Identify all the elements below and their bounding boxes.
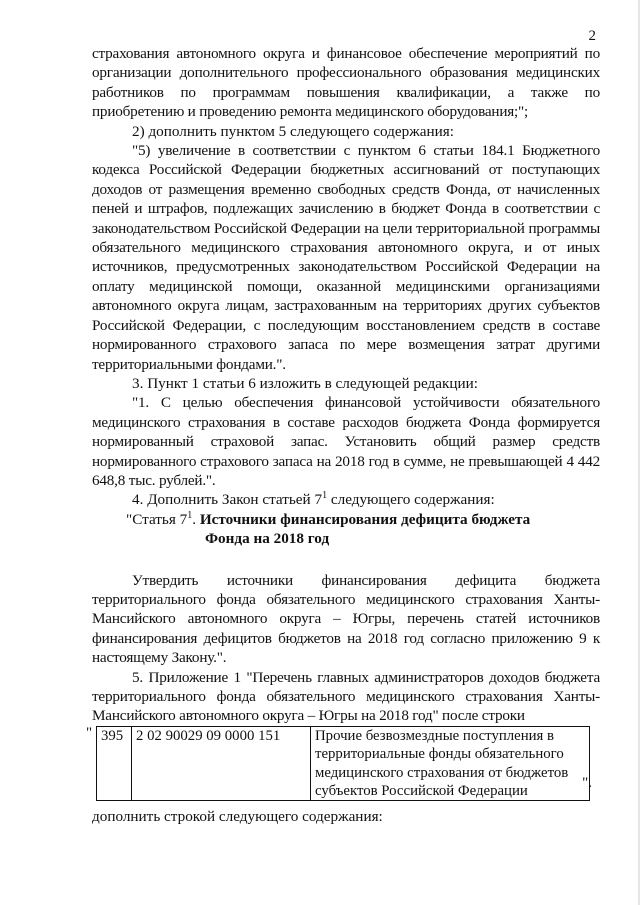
article-title-line-2: Фонда на 2018 год [205,530,330,548]
page-number: 2 [588,28,596,44]
revenue-table-block [86,724,600,802]
paragraph-2: 2) дополнить пунктом 5 следующего содержания: [132,122,454,140]
article-heading-prefix: "Статья 7 [126,510,188,528]
revenue-table [96,726,590,802]
spacer [92,549,600,571]
article-heading-suffix: . [192,510,200,528]
paragraph-3: "5) увеличение в соответствии с пунктом 6 статьи 184.1 Бюджетного кодекса Российской Федерации бюджетных ассигнований от поступающих доходов от размещения временно свободных средств Фонда, от начисленных пеней и штрафов, подлежащих зачислению в бюджет Фонда в соответствии с законодательством Российской Федерации на цели территориальной программы обязательного медицинского страхования автономного округа, и от иных источников, предусмотренных законодательством Российской Федерации на оплату медицинской помощи, оказанной медицинскими организациями автономного округа лицам, застрахованным на территориях других субъектов Российской Федерации, с последующим восстановлением средств в составе нормированного страхового запаса по мере возмещения затрат другими территориальными фондами.". [92,142,600,373]
paragraph-8: Утвердить источники финансирования дефицита бюджета территориального фонда обязательного медицинского страхования Ханты-Мансийского автономного округа – Югры, перечень статей источников финансирования дефицитов бюджетов на 2018 год согласно приложению 9 к настоящему Закону.". [92,571,600,667]
admin-code-cell: 395 [97,726,132,801]
table-open-quote: " [86,724,93,741]
paragraph-6-text: 4. Дополнить Закон статьей 7 [132,491,323,509]
paragraph-10: дополнить строкой следующего содержания: [92,808,383,826]
article-title-line-1: Источники финансирования дефицита бюджета [199,510,531,528]
table-row [97,726,590,801]
paragraph-5: "1. С целью обеспечения финансовой устойчивости обязательного медицинского страхования в составе расходов бюджета Фонда формируется нормированный страховой запас. Установить общий размер средств нормированного страхового запаса на 2018 год в сумме, не превышающей 4 442 648,8 тыс. рублей.". [92,394,600,489]
description-cell: Прочие безвозмездные поступления в территориальные фонды обязательного медицинского страхования от бюджетов субъектов Российской Федерации [311,726,590,801]
document-body [86,44,600,827]
kbk-cell: 2 02 90029 09 0000 151 [132,726,311,801]
table-close-quote: ". [582,774,592,791]
paragraph-6-text-end: следующего содержания: [327,491,495,509]
paragraph-1: страхования автономного округа и финансовое обеспечение мероприятий по организации дополнительного профессионального образования медицинских работников по программам повышения квалификации, а также по приобретению и проведению ремонта медицинского оборудования;"; [92,45,600,121]
paragraph-9: 5. Приложение 1 "Перечень главных администраторов доходов бюджета территориального фонда обязательного медицинского страхования Ханты-Мансийского автономного округа – Югры на 2018 год" после строки [92,668,600,725]
article-heading [92,510,600,529]
article-heading-sup: 1 [187,509,193,521]
paragraph-6 [92,490,600,509]
paragraph-6-sup: 1 [322,490,328,502]
paragraph-4: 3. Пункт 1 статьи 6 изложить в следующей редакции: [132,374,479,392]
